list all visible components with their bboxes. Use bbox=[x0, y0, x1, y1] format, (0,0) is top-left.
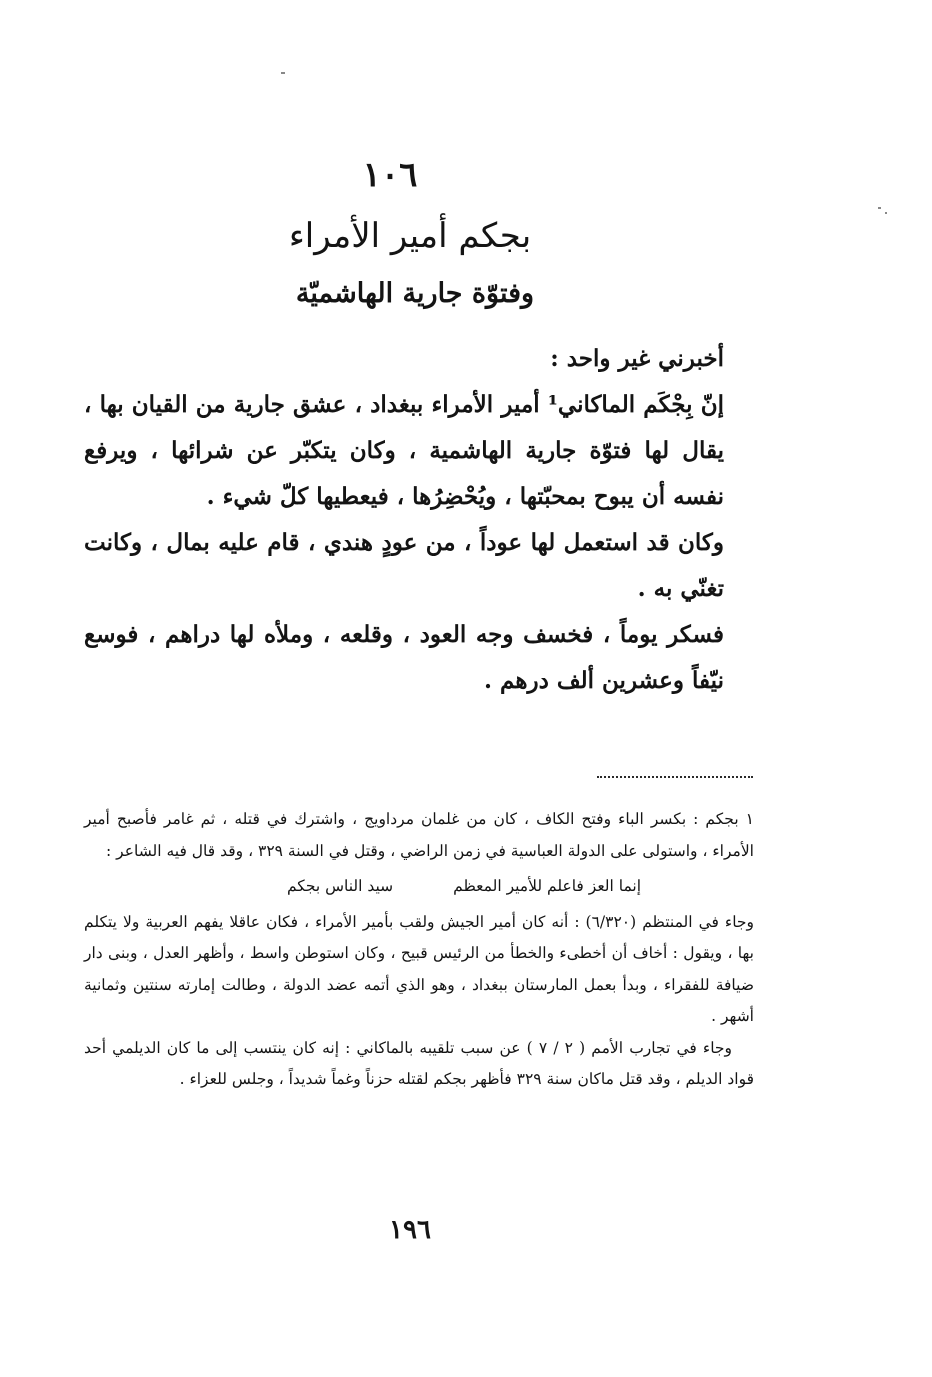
paragraph-1: إنّ بِجْكَم الماكاني¹ أمير الأمراء ببغداد ، عشق جارية من القيان بها ، يقال لها فتوّة جارية الهاشمية ، وكان يتكبّر عن شرائها ، ويرفع نفسه أن يبوح بمحبّتها ، ويُحْضِرُها ، فيعطيها كلّ شيء . bbox=[84, 391, 724, 510]
scan-speck bbox=[281, 72, 285, 74]
page-number: ١٩٦ bbox=[389, 1215, 431, 1245]
poem-first-hemistich: إنما العز فاعلم للأمير المعظم bbox=[453, 877, 642, 895]
narration-intro: أخبرني غير واحد : bbox=[550, 345, 724, 372]
footnotes bbox=[84, 804, 754, 1096]
poem-verse bbox=[84, 871, 754, 903]
scan-speck bbox=[878, 207, 881, 209]
main-text bbox=[84, 336, 724, 704]
scan-speck bbox=[885, 212, 887, 214]
chapter-number: ١٠٦ bbox=[362, 155, 418, 195]
footnote-paragraph-tajarib: وجاء في تجارب الأمم ( ٢ / ٧ ) عن سبب تلقيبه بالماكاني : إنه كان ينتسب إلى ما كان الديلمي أحد قواد الديلم ، وقد قتل ماكان سنة ٣٢٩ فأظهر بجكم لقتله حزناً وغماً شديداً ، وجلس للعزاء . bbox=[84, 1038, 754, 1088]
chapter-subtitle: وفتوّة جارية الهاشميّة bbox=[295, 278, 535, 309]
paragraph-2: وكان قد استعمل لها عوداً ، من عودٍ هندي ، قام عليه بمال ، وكانت تغنّي به . bbox=[84, 529, 724, 602]
footnote-separator bbox=[597, 776, 753, 778]
chapter-title: بجكم أمير الأمراء bbox=[288, 216, 532, 256]
footnote-1: ١ بجكم : بكسر الباء وفتح الكاف ، كان من غلمان مرداويج ، واشترك في قتله ، ثم غامر فأصبح أمير الأمراء ، واستولى على الدولة العباسية في زمن الراضي ، وقتل في السنة ٣٢٩ ، وقد قال فيه الشاعر : bbox=[84, 810, 754, 860]
footnote-paragraph-muntazam: وجاء في المنتظم (٦/٣٢٠) : أنه كان أمير الجيش ولقب بأمير الأمراء ، فكان عاقلا يفهم العربية ولا يتكلم بها ، ويقول : أخاف أن أخطىء والخطأ من الرئيس قبيح ، وكان استوطن واسط ، وأظهر العدل ، وبنى دار ضيافة للفقراء ، وبدأ بعمل المارستان ببغداد ، وهو الذي أتمه عضد الدولة ، وطالت إمارته سنتين وثمانية أشهر . bbox=[84, 912, 755, 1025]
paragraph-3: فسكر يوماً ، فخسف وجه العود ، وقلعه ، وملأه لها دراهم ، فوسع نيّفاً وعشرين ألف درهم . bbox=[84, 621, 724, 694]
poem-second-hemistich: سيد الناس بجكم bbox=[286, 877, 394, 895]
